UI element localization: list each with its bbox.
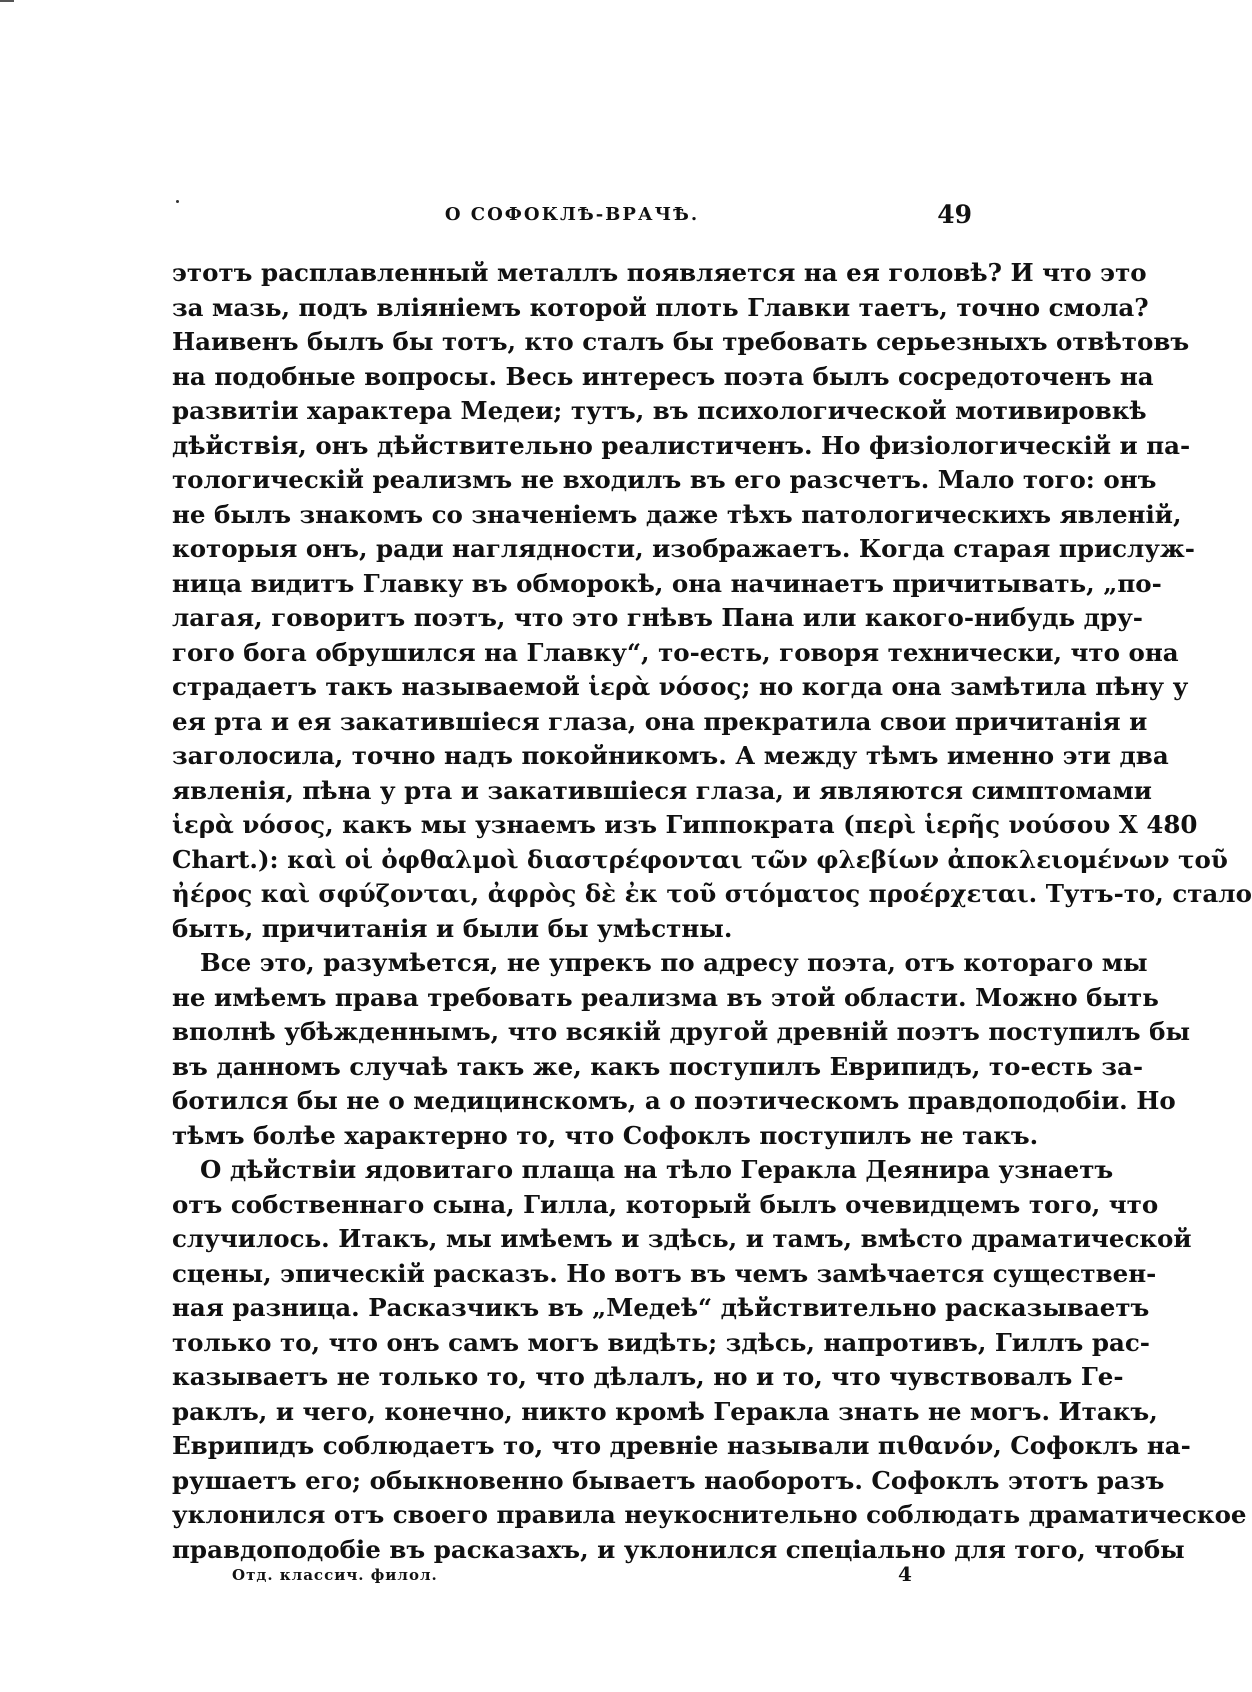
text-line: лагая, говоритъ поэтъ, что это гнѣвъ Пана или какого-нибудь дру- xyxy=(172,603,1143,632)
running-title: О СОФОКЛѢ-ВРАЧѢ. xyxy=(444,204,700,225)
text-line: ница видитъ Главку въ обморокѣ, она начинаетъ причитывать, „по- xyxy=(172,568,1162,598)
text-line: Еврипидъ соблюдаетъ то, что древніе называли πιθανόν, Софоклъ на- xyxy=(172,1431,1191,1460)
header-speck xyxy=(176,200,179,203)
text-line: заголосила, точно надъ покойникомъ. А между тѣмъ именно эти два xyxy=(172,741,1169,770)
text-line: Chart.): καὶ οἱ ὀφθαλμοὶ διαστρέφονται τῶν φλεβίων ἀποκλειομένων τοῦ xyxy=(172,844,1228,874)
text-line: Наивенъ былъ бы тотъ, кто сталъ бы требовать серьезныхъ отвѣтовъ xyxy=(172,327,1190,356)
text-line: ная разница. Расказчикъ въ „Медеѣ“ дѣйствительно расказываетъ xyxy=(172,1293,1150,1322)
text-line: тологическій реализмъ не входилъ въ его разсчетъ. Мало того: онъ xyxy=(172,465,1157,494)
sheet-number: 4 xyxy=(898,1562,912,1586)
text-line: за мазь, подъ вліяніемъ которой плоть Главки таетъ, точно смола? xyxy=(172,292,1149,322)
page-number: 49 xyxy=(937,200,972,229)
text-line: ἠέρος καὶ σφύζονται, ἀφρὸς δὲ ἐκ τοῦ στόματος προέρχεται. Тутъ-то, стало xyxy=(172,879,1252,908)
text-line: явленія, пѣна у рта и закатившіеся глаза, и являются симптомами xyxy=(172,775,1152,805)
text-line: сцены, эпическій расказъ. Но вотъ въ чемъ замѣчается существен- xyxy=(172,1258,1157,1288)
text-line: которыя онъ, ради наглядности, изображаетъ. Когда старая прислуж- xyxy=(172,534,1195,563)
text-line: ботился бы не о медицинскомъ, а о поэтическомъ правдоподобіи. Но xyxy=(172,1086,1176,1115)
text-line: не имѣемъ права требовать реализма въ этой области. Можно быть xyxy=(172,982,1159,1012)
page-footer xyxy=(172,1560,972,1590)
text-line: въ данномъ случаѣ такъ же, какъ поступилъ Еврипидъ, то-есть за- xyxy=(172,1051,1144,1081)
paragraph-first-line: О дѣйствіи ядовитаго плаща на тѣло Геракла Деянира узнаетъ xyxy=(200,1155,1114,1184)
text-line: дѣйствія, онъ дѣйствительно реалистиченъ. Но физіологическій и па- xyxy=(172,430,1191,460)
text-line: ея рта и ея закатившіеся глаза, она прекратила свои причитанія и xyxy=(172,706,1148,736)
body-text xyxy=(172,256,1252,1567)
text-line: этотъ расплавленный металлъ появляется на ея головѣ? И что это xyxy=(172,258,1147,287)
text-line: на подобные вопросы. Весь интересъ поэта былъ сосредоточенъ на xyxy=(172,361,1154,391)
text-line: рушаетъ его; обыкновенно бываетъ наоборотъ. Софоклъ этотъ разъ xyxy=(172,1465,1165,1495)
paragraph-end-line: тѣмъ болѣе характерно то, что Софоклъ поступилъ не такъ. xyxy=(172,1120,1039,1150)
scan-edge-mark xyxy=(0,0,14,2)
text-line: только то, что онъ самъ могъ видѣть; здѣсь, напротивъ, Гиллъ рас- xyxy=(172,1327,1150,1357)
text-line: казываетъ не только то, что дѣлалъ, но и то, что чувствовалъ Ге- xyxy=(172,1362,1124,1391)
page-header xyxy=(172,200,972,234)
text-line: ἱερὰ νόσος, какъ мы узнаемъ изъ Гиппократа (περὶ ἱερῆς νούσου X 480 xyxy=(172,810,1198,839)
text-line: развитіи характера Медеи; тутъ, въ психологической мотивировкѣ xyxy=(172,396,1147,425)
text-line: гого бога обрушился на Главку“, то-есть, говоря технически, что она xyxy=(172,637,1179,667)
text-line: уклонился отъ своего правила неукоснительно соблюдать драматическое xyxy=(172,1500,1247,1529)
paragraph-end-line: быть, причитанія и были бы умѣстны. xyxy=(172,913,733,943)
text-line: страдаетъ такъ называемой ἱερὰ νόσος; но когда она замѣтила пѣну у xyxy=(172,672,1189,701)
text-line: случилось. Итакъ, мы имѣемъ и здѣсь, и тамъ, вмѣсто драматической xyxy=(172,1224,1192,1253)
paragraph-first-line: Все это, разумѣется, не упрекъ по адресу поэта, отъ котораго мы xyxy=(200,948,1148,977)
text-line: раклъ, и чего, конечно, никто кромѣ Геракла знать не могъ. Итакъ, xyxy=(172,1396,1158,1426)
text-line: не былъ знакомъ со значеніемъ даже тѣхъ патологическихъ явленій, xyxy=(172,499,1182,529)
text-line: правдоподобіе въ расказахъ, и уклонился спеціально для того, чтобы xyxy=(172,1534,1185,1564)
text-line: вполнѣ убѣжденнымъ, что всякій другой древній поэтъ поступилъ бы xyxy=(172,1017,1191,1046)
text-line: отъ собственнаго сына, Гилла, который былъ очевидцемъ того, что xyxy=(172,1189,1159,1219)
printer-signature: Отд. классич. филол. xyxy=(232,1566,438,1584)
